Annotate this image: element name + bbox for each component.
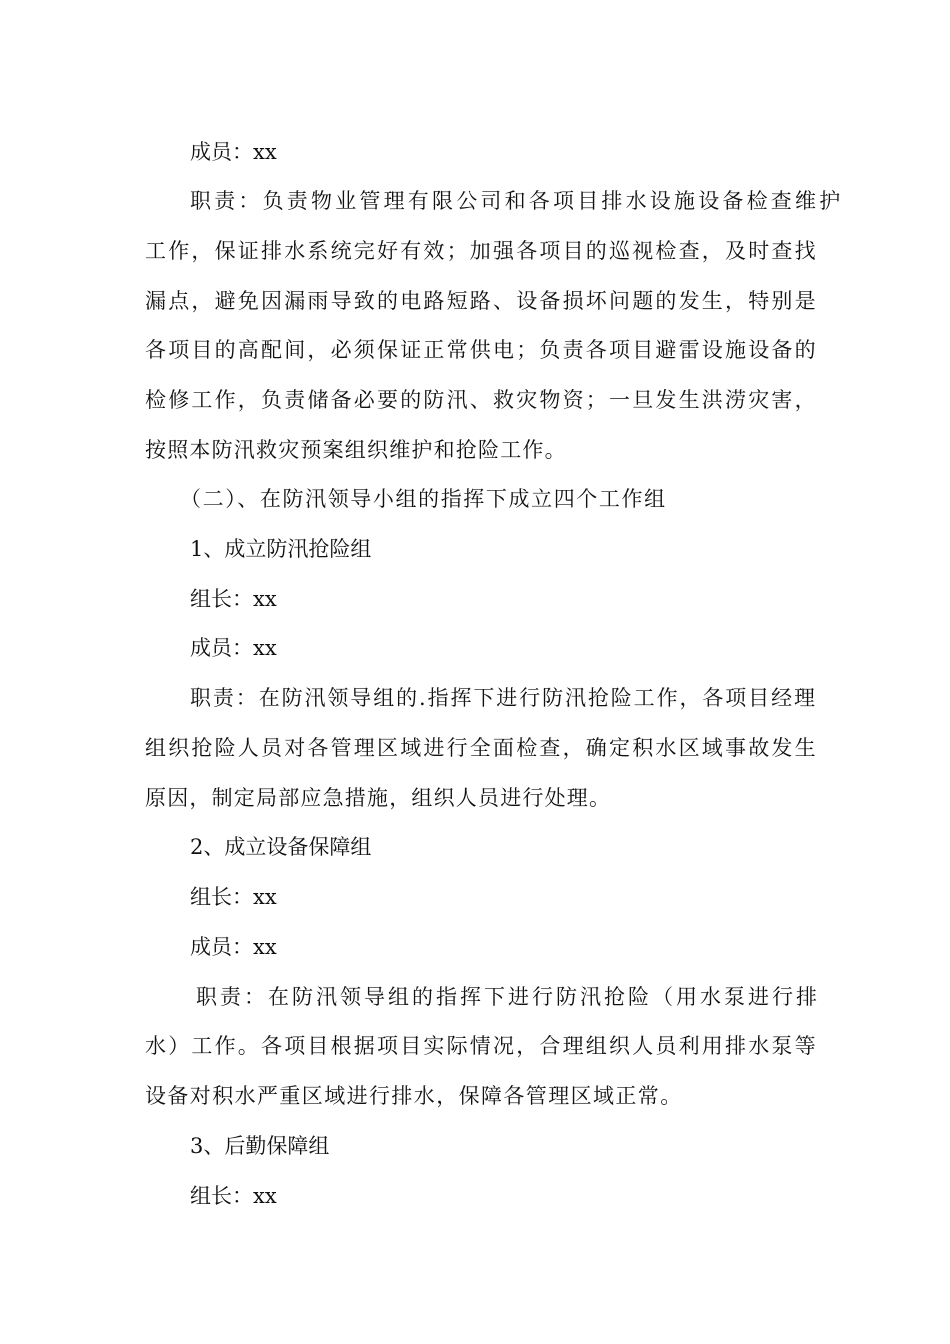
group-2-leader: 组长：xx	[190, 885, 277, 909]
group-2-duty-line-1: 职责：在防汛领导组的指挥下进行防汛抢险（用水泵进行排	[196, 985, 820, 1009]
duty-paragraph-1-line-2: 工作，保证排水系统完好有效；加强各项目的巡视检查，及时查找	[145, 239, 818, 263]
group-2-duty-line-2: 水）工作。各项目根据项目实际情况，合理组织人员利用排水泵等	[145, 1034, 818, 1058]
group-2-duty-line-3: 设备对积水严重区域进行排水，保障各管理区域正常。	[145, 1084, 683, 1108]
duty-paragraph-1-line-3: 漏点，避免因漏雨导致的电路短路、设备损坏问题的发生，特别是	[145, 289, 818, 313]
section-heading-working-groups: （二）、在防汛领导小组的指挥下成立四个工作组	[180, 487, 667, 511]
group-3-leader: 组长：xx	[190, 1184, 277, 1208]
duty-paragraph-1-line-6: 按照本防汛救灾预案组织维护和抢险工作。	[145, 438, 567, 462]
group-1-leader: 组长：xx	[190, 587, 277, 611]
group-1-duty-line-2: 组织抢险人员对各管理区域进行全面检查，确定积水区域事故发生	[145, 736, 818, 760]
members-line-1: 成员：xx	[190, 140, 277, 164]
duty-paragraph-1-line-4: 各项目的高配间，必须保证正常供电；负责各项目避雷设施设备的	[145, 338, 818, 362]
group-1-duty-line-3: 原因，制定局部应急措施，组织人员进行处理。	[145, 786, 612, 810]
group-1-heading: 1、成立防汛抢险组	[190, 537, 372, 561]
group-2-heading: 2、成立设备保障组	[190, 835, 372, 859]
group-2-members: 成员：xx	[190, 935, 277, 959]
duty-paragraph-1-line-1: 职责：负责物业管理有限公司和各项目排水设施设备检查维护	[190, 189, 844, 213]
duty-paragraph-1-line-5: 检修工作，负责储备必要的防汛、救灾物资；一旦发生洪涝灾害，	[145, 388, 818, 412]
group-1-members: 成员：xx	[190, 636, 277, 660]
group-3-heading: 3、后勤保障组	[190, 1134, 330, 1158]
group-1-duty-line-1: 职责：在防汛领导组的.指挥下进行防汛抢险工作，各项目经理	[190, 686, 817, 710]
